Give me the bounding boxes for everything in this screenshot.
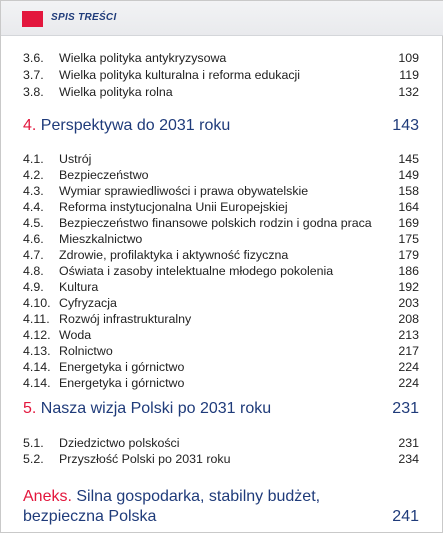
toc-chapter-4[interactable]: [23, 116, 419, 136]
toc-entry[interactable]: 4.3. Wymiar sprawiedliwości i prawa obywatelskie 158: [23, 184, 419, 198]
toc-entry[interactable]: 4.14. Energetyka i górnictwo 224: [23, 360, 419, 374]
annex-page: 241: [392, 508, 419, 525]
toc-entry[interactable]: 5.2. Przyszłość Polski po 2031 roku 234: [23, 452, 419, 466]
toc-entry[interactable]: 4.12. Woda 213: [23, 328, 419, 342]
toc-entry[interactable]: 4.7. Zdrowie, profilaktyka i aktywność fizyczna 179: [23, 248, 419, 262]
toc-entry[interactable]: 4.8. Oświata i zasoby intelektualne młodego pokolenia 186: [23, 264, 419, 278]
toc-entry-3-8[interactable]: 3.8. Wielka polityka rolna 132: [23, 85, 419, 99]
toc-chapter-5[interactable]: [23, 399, 419, 419]
annex-title-line1: Silna gospodarka, stabilny budżet,: [76, 488, 321, 505]
toc-entry[interactable]: 4.13. Rolnictwo 217: [23, 344, 419, 358]
toc-entry[interactable]: 4.9. Kultura 192: [23, 280, 419, 294]
toc-entry[interactable]: 4.1. Ustrój 145: [23, 152, 419, 166]
toc-entry[interactable]: 4.5. Bezpieczeństwo finansowe polskich rodzin i godna praca 169: [23, 216, 419, 230]
header-bar: [1, 1, 443, 36]
toc-entry[interactable]: 4.6. Mieszkalnictwo 175: [23, 232, 419, 246]
annex-prefix: Aneks.: [23, 488, 72, 505]
toc-title: SPIS TREŚCI: [51, 12, 117, 23]
annex-title-line2: bezpieczna Polska: [23, 508, 157, 525]
chapter-title: Perspektywa do 2031 roku: [40, 117, 231, 134]
toc-annex[interactable]: [23, 487, 419, 527]
toc-entry[interactable]: 4.14. Energetyka i górnictwo 224: [23, 376, 419, 390]
toc-entry[interactable]: 4.10. Cyfryzacja 203: [23, 296, 419, 310]
chapter-number: 5.: [23, 400, 37, 417]
chapter-page: 231: [392, 400, 419, 417]
toc-entry[interactable]: 5.1. Dziedzictwo polskości 231: [23, 436, 419, 450]
toc-entry-3-7[interactable]: 3.7. Wielka polityka kulturalna i reforma edukacji 119: [23, 68, 419, 82]
toc-entry[interactable]: 4.2. Bezpieczeństwo 149: [23, 168, 419, 182]
chapter-number: 4.: [23, 117, 37, 134]
red-badge-icon: [22, 11, 43, 27]
toc-entry[interactable]: 4.11. Rozwój infrastrukturalny 208: [23, 312, 419, 326]
chapter-title: Nasza wizja Polski po 2031 roku: [40, 400, 272, 417]
chapter-page: 143: [392, 117, 419, 134]
toc-entry[interactable]: 4.4. Reforma instytucjonalna Unii Europejskiej 164: [23, 200, 419, 214]
toc-entry-3-6[interactable]: 3.6. Wielka polityka antykryzysowa 109: [23, 51, 419, 65]
